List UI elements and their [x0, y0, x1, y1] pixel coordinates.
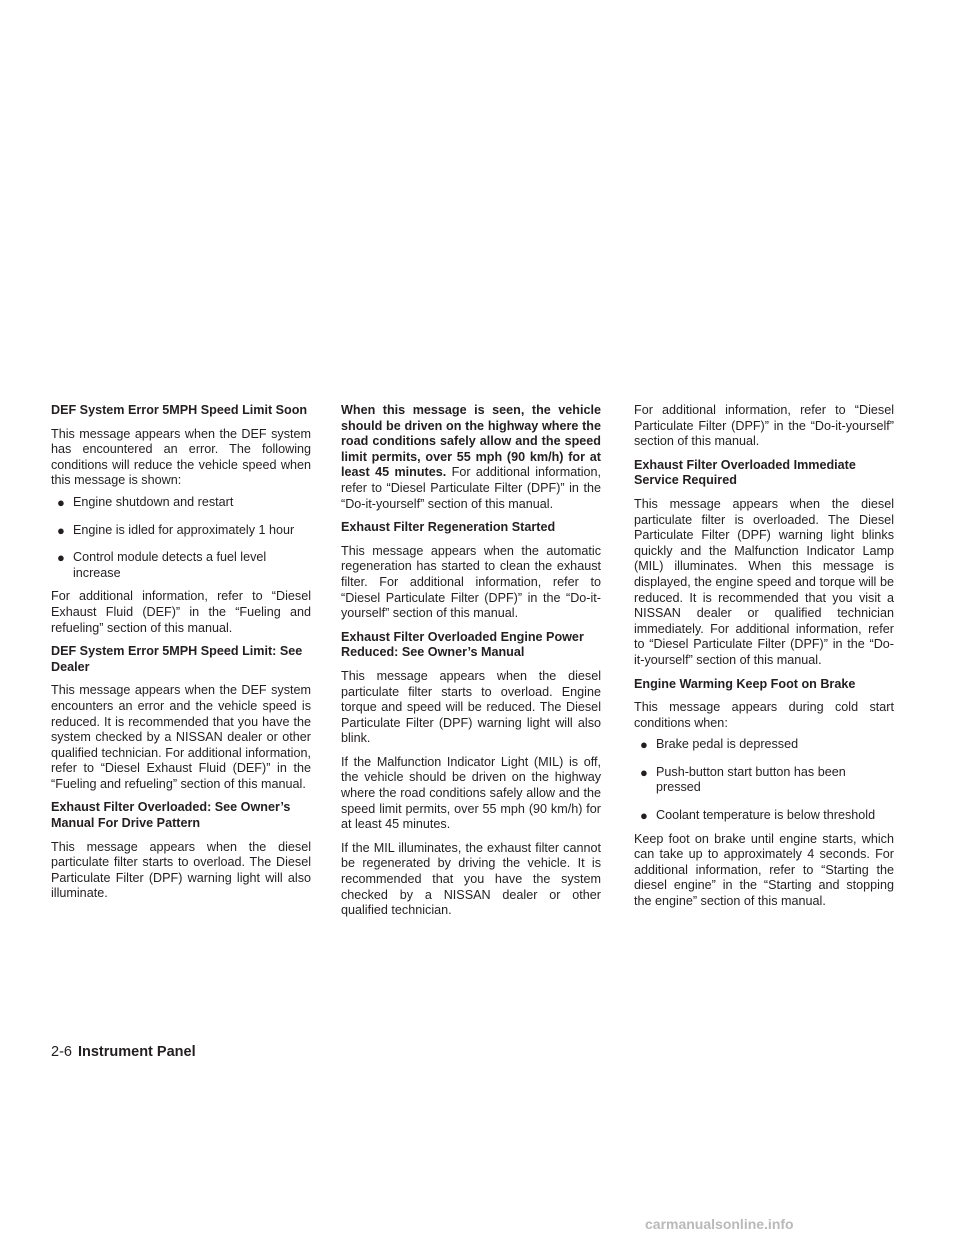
- list-item: ● Engine is idled for approximately 1 hour: [57, 522, 295, 538]
- list-item: ● Coolant temperature is below threshold: [640, 808, 876, 824]
- section-title: Instrument Panel: [77, 1044, 196, 1060]
- paragraph: This message appears when the diesel particulate filter starts to overload. Engine torque and speed will be reduced. The Diesel Particulate Filter (DPF) warning light will also blink.: [341, 668, 601, 746]
- paragraph: This message appears when the diesel particulate filter is overloaded. The Diesel Particulate Filter (DPF) warning light blinks quickly and the Malfunction Indicator Lamp (MIL) illuminates. When this message is displayed, the engine speed and torque will be reduced. It is recommended that you visit a NISSAN dealer or qualified technician immediately. For additional information, refer to “Diesel Particulate Filter (DPF)” in the “Do-it-yourself” section of this manual.: [634, 496, 894, 667]
- list-item: ● Control module detects a fuel level increase: [57, 550, 267, 580]
- list-item: ● Push-button start button has been pressed: [640, 764, 846, 795]
- bullet-icon: ●: [57, 522, 65, 538]
- heading-exhaust-overloaded-drive-pattern: Exhaust Filter Overloaded: See Owner’s Manual For Drive Pattern: [51, 800, 291, 831]
- page-number: 2-6: [51, 1044, 72, 1060]
- bullet-list: [634, 737, 894, 823]
- paragraph: When this message is seen, the vehicle should be driven on the highway where the road conditions safely allow and the speed limit permits, over 55 mph (90 km/h) for at least 45 minutes. For additional information, refer to “Diesel Particulate Filter (DPF)” in the “Do-it-yourself” section of this manual.: [341, 403, 602, 511]
- paragraph: If the MIL illuminates, the exhaust filter cannot be regenerated by driving the vehicle. It is recommended that you have the system checked by a NISSAN dealer or other qualified technician.: [341, 840, 601, 918]
- heading-engine-power-reduced: Exhaust Filter Overloaded Engine Power Reduced: See Owner’s Manual: [341, 629, 584, 660]
- page-footer: [51, 1044, 196, 1060]
- bullet-icon: ●: [640, 764, 648, 780]
- bullet-icon: ●: [57, 494, 65, 510]
- bullet-icon: ●: [640, 808, 648, 824]
- list-item: ● Engine shutdown and restart: [57, 494, 234, 510]
- paragraph: If the Malfunction Indicator Light (MIL) is off, the vehicle should be driven on the highway where the road conditions safely allow and the speed limit permits, over 55 mph (90 km/h) for at least 45 minutes.: [341, 754, 601, 832]
- bullet-icon: ●: [57, 550, 65, 566]
- heading-immediate-service: Exhaust Filter Overloaded Immediate Service Required: [634, 457, 856, 488]
- paragraph: This message appears when the DEF system encounters an error and the vehicle speed is reduced. It is recommended that you have the system checked by a NISSAN dealer or other qualified technician. For additional information, refer to “Diesel Exhaust Fluid (DEF)” in the “Fueling and refueling” section of this manual.: [51, 683, 311, 791]
- paragraph: This message appears when the DEF system has encountered an error. The following conditions will reduce the vehicle speed when this message is shown:: [51, 426, 311, 488]
- list-item: ● Brake pedal is depressed: [640, 737, 799, 753]
- column-2: [341, 403, 601, 927]
- paragraph: This message appears during cold start conditions when:: [634, 700, 894, 730]
- bullet-icon: ●: [640, 737, 648, 753]
- column-3: [634, 403, 894, 918]
- heading-def-error-dealer: DEF System Error 5MPH Speed Limit: See Dealer: [51, 644, 303, 674]
- column-1: [51, 403, 311, 910]
- bold-instruction: When this message is seen, the vehicle should be driven on the highway where the road conditions safely allow and the speed limit permits, over 55 mph (90 km/h) for at least 45 minutes.: [341, 403, 601, 480]
- heading-engine-warming: Engine Warming Keep Foot on Brake: [634, 676, 856, 691]
- heading-regeneration-started: Exhaust Filter Regeneration Started: [341, 520, 556, 535]
- paragraph: For additional information, refer to “Diesel Particulate Filter (DPF)” in the “Do-it-yourself” section of this manual.: [634, 403, 894, 449]
- paragraph: For additional information, refer to “Diesel Exhaust Fluid (DEF)” in the “Fueling and refueling” section of this manual.: [51, 589, 311, 635]
- paragraph: This message appears when the diesel particulate filter starts to overload. The Diesel Particulate Filter (DPF) warning light will also illuminate.: [51, 839, 311, 901]
- heading-def-error-soon: DEF System Error 5MPH Speed Limit Soon: [51, 403, 308, 417]
- paragraph: This message appears when the automatic regeneration has started to clean the exhaust filter. For additional information, refer to “Diesel Particulate Filter (DPF)” in the “Do-it-yourself” section of this manual.: [341, 543, 601, 621]
- watermark: carmanualsonline.info: [645, 1216, 794, 1232]
- paragraph: Keep foot on brake until engine starts, which can take up to approximately 4 seconds. For additional information, refer to “Starting the diesel engine” in the “Starting and stopping the engine” section of this manual.: [634, 831, 894, 909]
- bullet-list: [51, 495, 311, 581]
